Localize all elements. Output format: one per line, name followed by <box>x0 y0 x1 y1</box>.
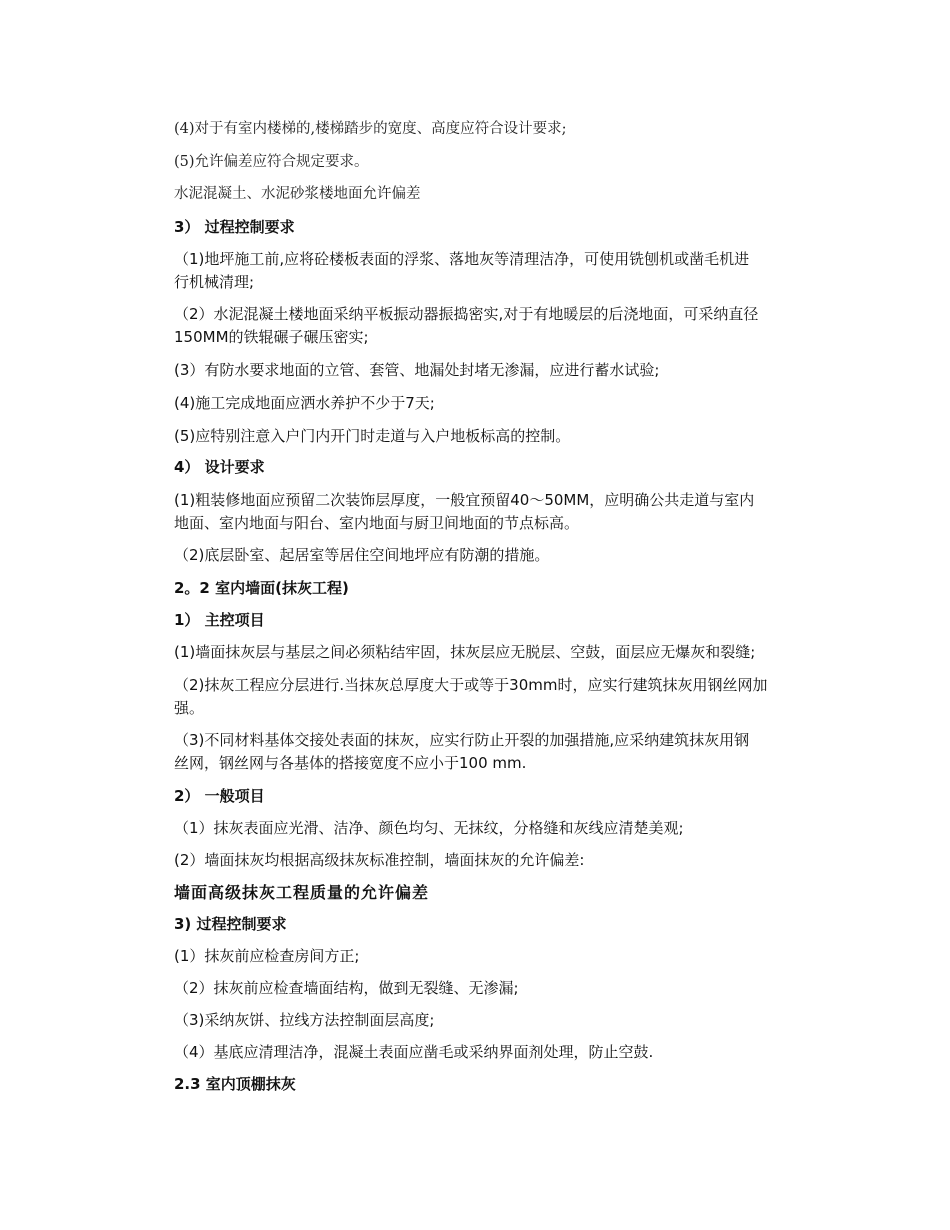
paragraph-line: (3）有防水要求地面的立管、套管、地漏处封堵无渗漏，应进行蓄水试验; <box>174 361 660 379</box>
paragraph-line: （3)采纳灰饼、拉线方法控制面层高度; <box>174 1011 435 1029</box>
section-heading-process-control-2: 3) 过程控制要求 <box>174 915 287 933</box>
paragraph-line: （2)抹灰工程应分层进行.当抹灰总厚度大于或等于30mm时，应实行建筑抹灰用钢丝网加 <box>174 676 768 694</box>
paragraph-line: （2)底层卧室、起居室等居住空间地坪应有防潮的措施。 <box>174 546 550 564</box>
paragraph-line: （2）抹灰前应检查墙面结构，做到无裂缝、无渗漏; <box>174 979 519 997</box>
paragraph-line: (1)粗装修地面应预留二次装饰层厚度，一般宜预留40～50MM，应明确公共走道与室内 <box>174 491 755 509</box>
section-heading-main-items: 1） 主控项目 <box>174 611 265 629</box>
paragraph-line: (4)施工完成地面应洒水养护不少于7天; <box>174 394 435 412</box>
paragraph-line: （2）水泥混凝土楼地面采纳平板振动器振捣密实,对于有地暖层的后浇地面，可采纳直径 <box>174 305 759 323</box>
paragraph-line: (1)墙面抹灰层与基层之间必须粘结牢固，抹灰层应无脱层、空鼓，面层应无爆灰和裂缝; <box>174 643 756 661</box>
paragraph-line: 丝网，钢丝网与各基体的搭接宽度不应小于100 mm. <box>174 754 527 772</box>
paragraph-line: （3)不同材料基体交接处表面的抹灰，应实行防止开裂的加强措施,应采纳建筑抹灰用钢 <box>174 731 750 749</box>
section-heading-general-items: 2） 一般项目 <box>174 787 265 805</box>
section-heading-process-control: 3） 过程控制要求 <box>174 218 295 236</box>
paragraph-line: 行机械清理; <box>174 273 255 291</box>
text-line-stair-requirement: (4)对于有室内楼梯的,楼梯踏步的宽度、高度应符合设计要求; <box>174 121 567 137</box>
paragraph-line: （1）抹灰表面应光滑、洁净、颜色均匀、无抹纹，分格缝和灰线应清楚美观; <box>174 819 684 837</box>
table-caption-floor-tolerance: 水泥混凝土、水泥砂浆楼地面允许偏差 <box>174 186 421 202</box>
paragraph-line: (1）抹灰前应检查房间方正; <box>174 947 360 965</box>
section-heading-design-requirements: 4） 设计要求 <box>174 458 265 476</box>
paragraph-line: （4）基底应清理洁净，混凝土表面应凿毛或采纳界面剂处理，防止空鼓. <box>174 1043 654 1061</box>
paragraph-line: （1)地坪施工前,应将砼楼板表面的浮浆、落地灰等清理洁净，可使用铣刨机或凿毛机进 <box>174 250 750 268</box>
table-caption-wall-plaster-tolerance: 墙面高级抹灰工程质量的允许偏差 <box>174 883 430 902</box>
text-line-tolerance-requirement: (5)允许偏差应符合规定要求。 <box>174 154 369 170</box>
section-heading-ceiling-plaster: 2.3 室内顶棚抹灰 <box>174 1075 296 1093</box>
paragraph-line: 地面、室内地面与阳台、室内地面与厨卫间地面的节点标高。 <box>174 514 580 532</box>
section-heading-interior-wall: 2。2 室内墙面(抹灰工程) <box>174 579 349 597</box>
paragraph-line: 强。 <box>174 699 205 717</box>
paragraph-line: (5)应特别注意入户门内开门时走道与入户地板标高的控制。 <box>174 427 571 445</box>
paragraph-line: (2）墙面抹灰均根据高级抹灰标准控制，墙面抹灰的允许偏差: <box>174 851 585 869</box>
paragraph-line: 150MM的铁辊碾子碾压密实; <box>174 328 369 346</box>
